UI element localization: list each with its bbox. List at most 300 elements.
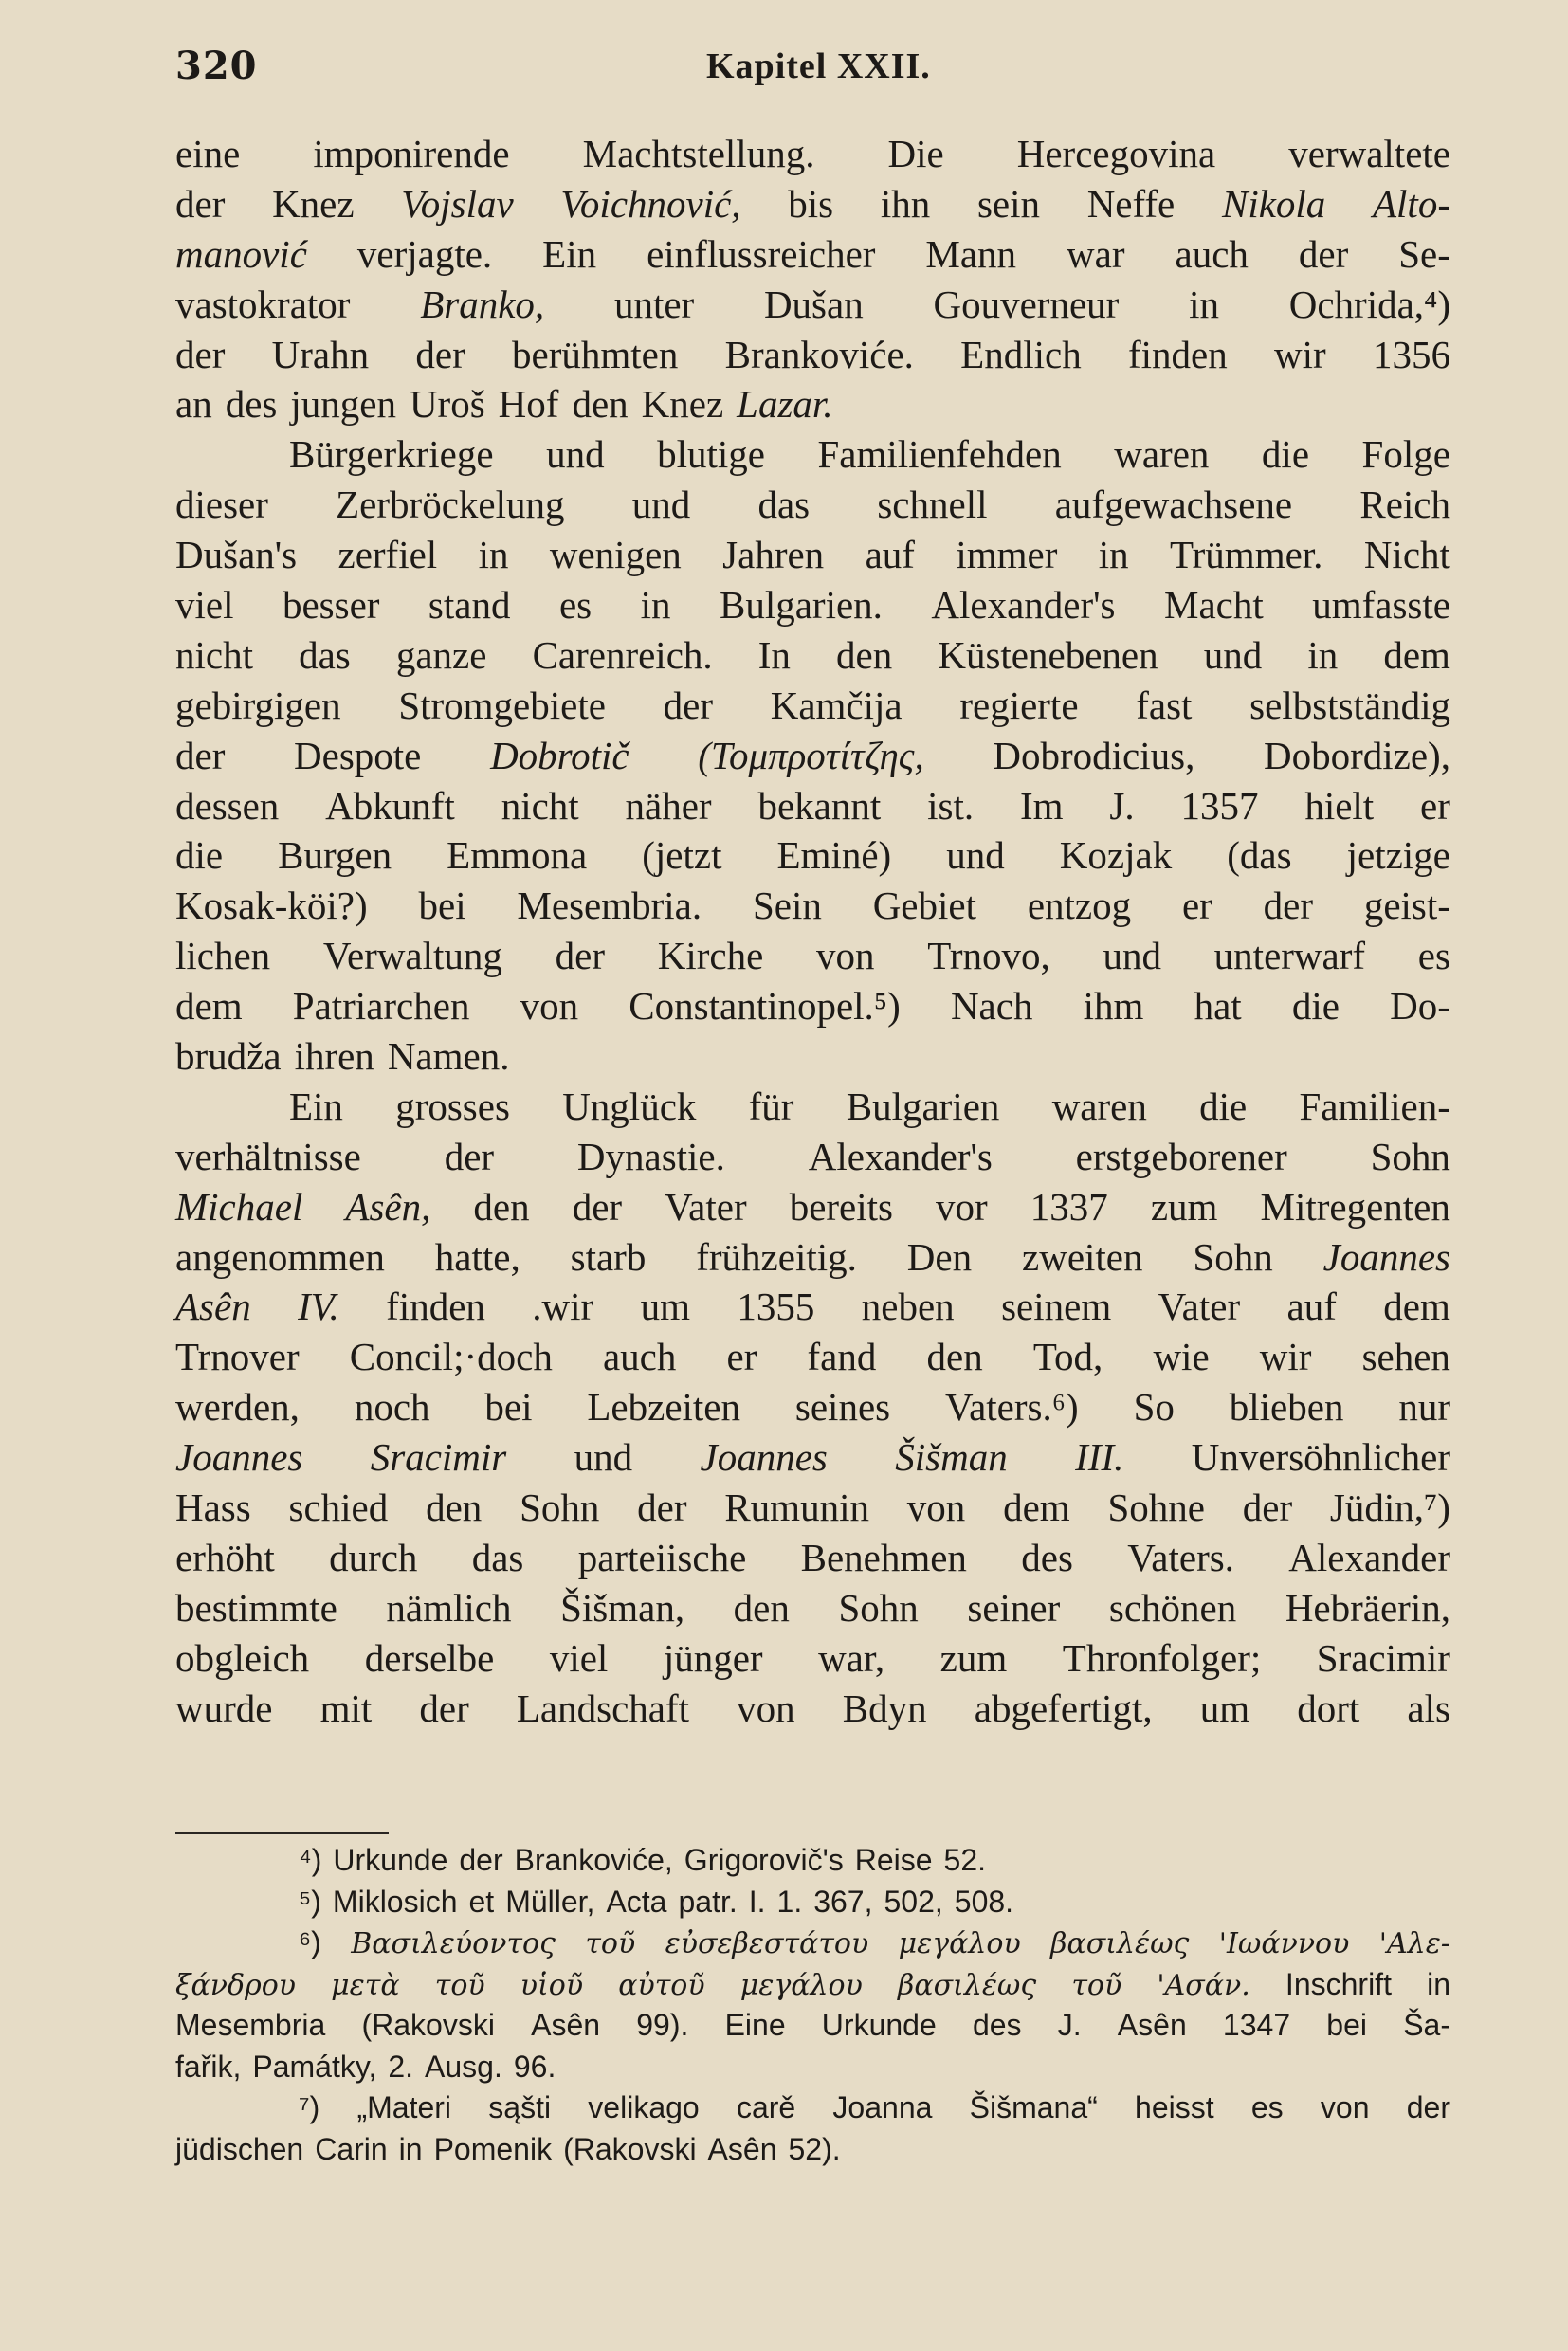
word: entzog xyxy=(1027,884,1132,928)
word: waren xyxy=(1051,1084,1147,1128)
footnote-word: τοῦ xyxy=(1071,1968,1122,2002)
footnote-word: μετὰ xyxy=(331,1968,400,2002)
word: Sohn xyxy=(1370,1134,1450,1178)
footnote-word: Asên xyxy=(707,2131,777,2166)
footnote-word: Mesembria xyxy=(175,2008,326,2042)
word: Nach xyxy=(950,984,1033,1029)
word: die xyxy=(175,833,224,878)
word: der xyxy=(572,1184,623,1229)
word: den xyxy=(926,1335,983,1379)
word: es xyxy=(1417,934,1450,978)
footnote-word: 99). xyxy=(636,2008,689,2042)
word: Sohn xyxy=(1193,1234,1273,1279)
footnote-word: 'Αλε- xyxy=(1378,1927,1450,1960)
text-line xyxy=(175,1334,1450,1384)
footnote-word: Asên xyxy=(531,2008,601,2042)
text-line xyxy=(175,381,1450,431)
footnote-word: ⁷) xyxy=(299,2090,320,2124)
word: Verwaltung xyxy=(322,934,502,978)
word: abgefertigt, xyxy=(974,1686,1153,1730)
word: schied xyxy=(288,1485,389,1530)
word: Bulgarien xyxy=(846,1084,1000,1128)
word: den xyxy=(473,1184,530,1229)
word: Mesembria. xyxy=(517,884,702,928)
word: vastokrator xyxy=(175,282,351,326)
word: bis xyxy=(788,181,834,226)
footnote-word: Památky, xyxy=(252,2049,377,2084)
footnote-word: Urkunde xyxy=(333,1843,448,1877)
text-line xyxy=(175,1284,1450,1334)
word: Alexander's xyxy=(808,1134,993,1178)
word: besser xyxy=(282,583,380,628)
word: Burgen xyxy=(278,833,392,878)
word: obgleich xyxy=(175,1635,310,1680)
word: dort xyxy=(1297,1686,1360,1730)
footnote-word: Müller, xyxy=(505,1884,595,1919)
word: brudža xyxy=(175,1034,282,1079)
word: berühmten xyxy=(512,332,679,376)
footnote-word: J. xyxy=(1057,2008,1082,2042)
footnote-word: μεγάλου xyxy=(739,1968,863,2002)
footnote-word: in xyxy=(1427,1966,1450,2001)
footnote-word: 2. xyxy=(388,2049,414,2084)
word: bestimmte xyxy=(175,1585,337,1630)
word: imponirende xyxy=(313,132,510,175)
footnote-word: Eine xyxy=(724,2008,786,2042)
text-line xyxy=(175,231,1450,282)
word: bei xyxy=(484,1385,533,1430)
word: und xyxy=(631,483,691,527)
word: Despote xyxy=(294,733,422,777)
word: viel xyxy=(175,583,234,628)
word: für xyxy=(748,1084,794,1128)
word: es xyxy=(558,583,593,628)
word: finden xyxy=(386,1285,485,1329)
footnote-word: 367, xyxy=(813,1884,873,1919)
word: der xyxy=(415,332,465,376)
word: Knez xyxy=(641,382,724,427)
footnote-word: Šišmana“ xyxy=(969,2090,1098,2124)
footnote-word: 1347 xyxy=(1222,2008,1291,2042)
word: die xyxy=(1261,432,1310,477)
word: starb xyxy=(570,1234,647,1279)
word: nicht xyxy=(501,783,579,828)
footnote-word: Grigorovič's xyxy=(684,1843,844,1877)
word: Im xyxy=(1019,783,1064,828)
word: gebirgigen xyxy=(175,683,341,727)
word: und xyxy=(574,1435,633,1480)
text-line xyxy=(175,332,1450,382)
word: werden, xyxy=(175,1385,300,1430)
word: bekannt xyxy=(757,783,882,828)
word: Thronfolger; xyxy=(1062,1635,1262,1680)
word: er xyxy=(726,1335,757,1379)
word: neben xyxy=(861,1285,955,1329)
word: Ein xyxy=(542,231,597,276)
text-line xyxy=(175,1686,1450,1736)
text-line xyxy=(175,1384,1450,1434)
footnote-word: τοῦ xyxy=(434,1968,485,2002)
word: Nicht xyxy=(1363,533,1450,577)
word: vor xyxy=(936,1184,988,1229)
word: den xyxy=(836,632,893,677)
word: In xyxy=(757,632,791,677)
word: fand xyxy=(807,1335,877,1379)
word: Dynastie. xyxy=(576,1134,725,1178)
word: wurde xyxy=(175,1686,273,1730)
word: Machtstellung. xyxy=(582,132,815,175)
word: IV. xyxy=(298,1285,339,1329)
word: Hass xyxy=(175,1485,251,1530)
word: manović xyxy=(175,231,307,276)
word: Bdyn xyxy=(842,1686,927,1730)
word: 1356 xyxy=(1372,332,1450,376)
text-line xyxy=(175,1635,1450,1686)
footnote-word: „Materi xyxy=(356,2090,452,2124)
word: bei xyxy=(418,884,466,928)
word: das xyxy=(299,632,351,677)
word: dessen xyxy=(175,783,280,828)
word: war xyxy=(1067,231,1125,276)
word: Brankoviće. xyxy=(724,332,914,376)
text-line xyxy=(175,683,1450,733)
word: selbstständig xyxy=(1249,683,1450,727)
word: Šišman xyxy=(895,1435,1008,1480)
footnote-word: Inschrift xyxy=(1285,1966,1392,2001)
word: Bulgarien. xyxy=(719,583,883,628)
page-header xyxy=(175,44,1465,100)
word: Urahn xyxy=(271,332,370,376)
footnote-word: patr. xyxy=(678,1884,738,1919)
word: den xyxy=(572,382,629,427)
footnote-word: τοῦ xyxy=(585,1927,636,1960)
word: und xyxy=(1103,934,1161,978)
word: .wir xyxy=(532,1285,594,1329)
word: Sein xyxy=(752,884,822,928)
footnote-word: carě xyxy=(736,2090,796,2124)
word: Macht xyxy=(1163,583,1264,628)
footnote-word: Ša- xyxy=(1403,2008,1450,2042)
word: Küstenebenen xyxy=(938,632,1158,677)
word: wir xyxy=(1274,332,1326,376)
word: auch xyxy=(1175,231,1249,276)
footnote-line xyxy=(175,2090,1450,2132)
word: Dobordize), xyxy=(1264,733,1450,777)
word: Eminé) xyxy=(776,833,892,878)
word: parteiische xyxy=(577,1535,747,1579)
word: Den xyxy=(906,1234,973,1279)
text-line xyxy=(175,933,1450,983)
word: Hebräerin, xyxy=(1285,1585,1450,1630)
text-line xyxy=(175,582,1450,632)
footnote-word: Βασιλεύοντος xyxy=(351,1927,556,1960)
word: jungen xyxy=(290,382,396,427)
word: auf xyxy=(1286,1285,1337,1329)
word: auch xyxy=(602,1335,677,1379)
footnote-line xyxy=(175,1967,1450,2009)
word: Die xyxy=(887,132,944,175)
word: als xyxy=(1407,1686,1450,1730)
word: lichen xyxy=(175,934,271,978)
word: in xyxy=(1098,533,1129,577)
text-line xyxy=(175,1084,1450,1134)
word: schönen xyxy=(1108,1585,1237,1630)
footnote-word: αὐτοῦ xyxy=(618,1968,705,2002)
footnote-word: ⁵) xyxy=(299,1884,321,1919)
word: derselbe xyxy=(364,1635,495,1680)
word: eine xyxy=(175,132,241,175)
word: der xyxy=(175,181,226,226)
word: Gebiet xyxy=(872,884,976,928)
word: erhöht xyxy=(175,1535,275,1579)
word: der xyxy=(175,733,226,777)
word: des xyxy=(1021,1535,1073,1579)
word: (Τομπροτίτζης, xyxy=(698,733,924,777)
word: noch xyxy=(354,1385,430,1430)
word: und xyxy=(546,432,605,477)
word: Vaters. xyxy=(1127,1535,1234,1579)
text-line xyxy=(175,1485,1450,1535)
footnote-word: (Rakovski xyxy=(563,2131,697,2166)
footnote-word: Asên xyxy=(1117,2008,1187,2042)
word: Se- xyxy=(1398,231,1450,276)
word: erstgeborener xyxy=(1075,1134,1287,1178)
word: Zerbröckelung xyxy=(336,483,565,527)
word: näher xyxy=(625,783,712,828)
word: 1357 xyxy=(1180,783,1259,828)
footnote-word: 502, xyxy=(884,1884,943,1919)
word: die xyxy=(1199,1084,1248,1128)
word: Sracimir xyxy=(370,1435,507,1480)
word: angenommen xyxy=(175,1234,385,1279)
word: ihm xyxy=(1083,984,1144,1029)
footnote-word: des xyxy=(972,2008,1022,2042)
word: Dobrodicius, xyxy=(993,733,1195,777)
footnote-line xyxy=(175,1925,1450,1967)
text-line xyxy=(175,431,1450,482)
word: Landschaft xyxy=(516,1686,690,1730)
footnote-word: 'Ιωάννου xyxy=(1218,1927,1350,1960)
footnote-word: βασιλέως xyxy=(897,1968,1037,2002)
word: Unversöhnlicher xyxy=(1191,1435,1450,1480)
word: Sohn xyxy=(520,1485,600,1530)
word: sehen xyxy=(1361,1335,1450,1379)
text-line xyxy=(175,1033,1450,1084)
word: Trnover xyxy=(175,1335,300,1379)
word: Dobrotič xyxy=(490,733,629,777)
word: immer xyxy=(956,533,1058,577)
word: an xyxy=(175,382,212,427)
word: Vojslav xyxy=(401,181,514,226)
footnote-word: Urkunde xyxy=(821,2008,937,2042)
footnote-word: sąšti xyxy=(488,2090,552,2124)
word: hielt xyxy=(1304,783,1375,828)
word: verjagte. xyxy=(356,231,493,276)
word: Carenreich. xyxy=(532,632,713,677)
word: Endlich xyxy=(960,332,1082,376)
word: mit xyxy=(319,1686,373,1730)
word: dem xyxy=(1383,632,1450,677)
word: wie xyxy=(1153,1335,1210,1379)
word: auf xyxy=(865,533,915,577)
word: nämlich xyxy=(386,1585,512,1630)
word: Constantinopel.⁵) xyxy=(629,984,901,1029)
word: stand xyxy=(428,583,511,628)
text-line xyxy=(175,1585,1450,1635)
word: viel xyxy=(549,1635,609,1680)
word: zerfiel xyxy=(337,533,438,577)
word: seines xyxy=(794,1385,891,1430)
word: fast xyxy=(1136,683,1193,727)
word: jetzige xyxy=(1346,833,1450,878)
word: er xyxy=(1181,884,1212,928)
word: Ochrida,⁴) xyxy=(1288,282,1450,326)
footnote-word: Miklosich xyxy=(332,1884,458,1919)
word: Alexander's xyxy=(931,583,1116,628)
word: von xyxy=(520,984,579,1029)
footnote-rule xyxy=(175,1832,389,1834)
word: Voichnović, xyxy=(560,181,741,226)
footnote-word: der xyxy=(1406,2090,1450,2124)
word: dem xyxy=(175,984,243,1029)
word: Trümmer. xyxy=(1170,533,1323,577)
word: finden xyxy=(1127,332,1228,376)
footnote-word: Carin xyxy=(315,2131,388,2166)
word: Rumunin xyxy=(724,1485,869,1530)
word: Kamčija xyxy=(770,683,903,727)
footnote-word: μεγάλου xyxy=(898,1927,1021,1960)
word: in xyxy=(640,583,671,628)
footnote-word: fařik, xyxy=(175,2049,242,2084)
text-line xyxy=(175,482,1450,532)
word: Nikola xyxy=(1221,181,1326,226)
text-line xyxy=(175,632,1450,683)
footnote-word: I. xyxy=(748,1884,766,1919)
word: das xyxy=(471,1535,524,1579)
word: grosses xyxy=(395,1084,510,1128)
word: Sohne xyxy=(1107,1485,1205,1530)
footnote-word: velikago xyxy=(588,2090,700,2124)
word: war, xyxy=(818,1635,885,1680)
word: Sracimir xyxy=(1316,1635,1450,1680)
footnote-word: Pomenik xyxy=(433,2131,553,2166)
word: unterwarf xyxy=(1213,934,1366,978)
word: Unglück xyxy=(562,1084,697,1128)
word: Stromgebiete xyxy=(398,683,606,727)
word: der xyxy=(444,1134,495,1178)
word: Trnovo, xyxy=(927,934,1050,978)
word: er xyxy=(1420,783,1450,828)
footnote-line xyxy=(175,1843,1450,1885)
body-text xyxy=(175,131,1450,1736)
footnote-word: 52). xyxy=(788,2131,841,2166)
word: Concil;·doch xyxy=(349,1335,553,1379)
word: hatte, xyxy=(434,1234,520,1279)
word: ganze xyxy=(395,632,487,677)
word: und xyxy=(946,833,1005,878)
word: jünger xyxy=(663,1635,763,1680)
word: dem xyxy=(1383,1285,1450,1329)
word: der xyxy=(1242,1485,1293,1530)
word: Neffe xyxy=(1086,181,1176,226)
word: sein xyxy=(976,181,1040,226)
word: in xyxy=(478,533,509,577)
word: Emmona xyxy=(447,833,588,878)
word: bereits xyxy=(789,1184,893,1229)
word: seiner xyxy=(967,1585,1061,1630)
footnote-word: Brankoviće, xyxy=(514,1843,673,1877)
word: der xyxy=(419,1686,469,1730)
word: Asên, xyxy=(345,1184,431,1229)
footnote-word: 'Ασάν. xyxy=(1157,1968,1250,2002)
word: Uroš xyxy=(409,382,485,427)
word: verhältnisse xyxy=(175,1134,361,1178)
word: durch xyxy=(329,1535,418,1579)
footnote-word: Reise xyxy=(854,1843,933,1877)
word: Alexander xyxy=(1288,1535,1450,1579)
word: der xyxy=(555,934,605,978)
footnote-line xyxy=(175,2132,1450,2174)
word: geist- xyxy=(1363,884,1450,928)
word: Kosak-köi?) xyxy=(175,884,368,928)
word: Mitregenten xyxy=(1260,1184,1450,1229)
word: der xyxy=(637,1485,687,1530)
word: ihren xyxy=(294,1034,374,1079)
footnote-word: 96. xyxy=(513,2049,556,2084)
word: den xyxy=(426,1485,483,1530)
word: zum xyxy=(1150,1184,1218,1229)
word: J. xyxy=(1109,783,1135,828)
word: Hof xyxy=(498,382,559,427)
footnote-word: bei xyxy=(1326,2008,1367,2042)
text-line xyxy=(175,1134,1450,1184)
word: Michael xyxy=(175,1184,303,1229)
word: Alto- xyxy=(1373,181,1450,226)
word: dieser xyxy=(175,483,268,527)
word: Reich xyxy=(1359,483,1450,527)
word: Jüdin,⁷) xyxy=(1329,1485,1450,1530)
footnote-word: heisst xyxy=(1135,2090,1214,2124)
text-line xyxy=(175,282,1450,332)
word: aufgewachsene xyxy=(1054,483,1293,527)
word: Bürgerkriege xyxy=(289,432,494,477)
word: 1355 xyxy=(737,1285,815,1329)
word: Lazar. xyxy=(737,382,833,427)
word: um xyxy=(1199,1686,1250,1730)
footnote-word: et xyxy=(468,1884,495,1919)
footnote-word: υἱοῦ xyxy=(520,1968,584,2002)
text-line xyxy=(175,883,1450,933)
word: Jahren xyxy=(722,533,825,577)
word: Do- xyxy=(1390,984,1450,1029)
footnote-word: Acta xyxy=(606,1884,667,1919)
word: nicht xyxy=(175,632,253,677)
footnote-word: 508. xyxy=(954,1884,1014,1919)
word: Tod, xyxy=(1032,1335,1103,1379)
word: der xyxy=(1298,231,1349,276)
word: (jetzt xyxy=(642,833,722,878)
text-line xyxy=(175,1535,1450,1585)
text-line xyxy=(175,532,1450,582)
page-number: 320 xyxy=(175,44,258,88)
word: wenigen xyxy=(549,533,682,577)
footnote-word: es xyxy=(1250,2090,1284,2124)
word: Vaters.⁶) xyxy=(945,1385,1079,1430)
word: So xyxy=(1133,1385,1175,1430)
word: ist. xyxy=(927,783,975,828)
word: hat xyxy=(1194,984,1242,1029)
word: ihn xyxy=(880,181,931,226)
